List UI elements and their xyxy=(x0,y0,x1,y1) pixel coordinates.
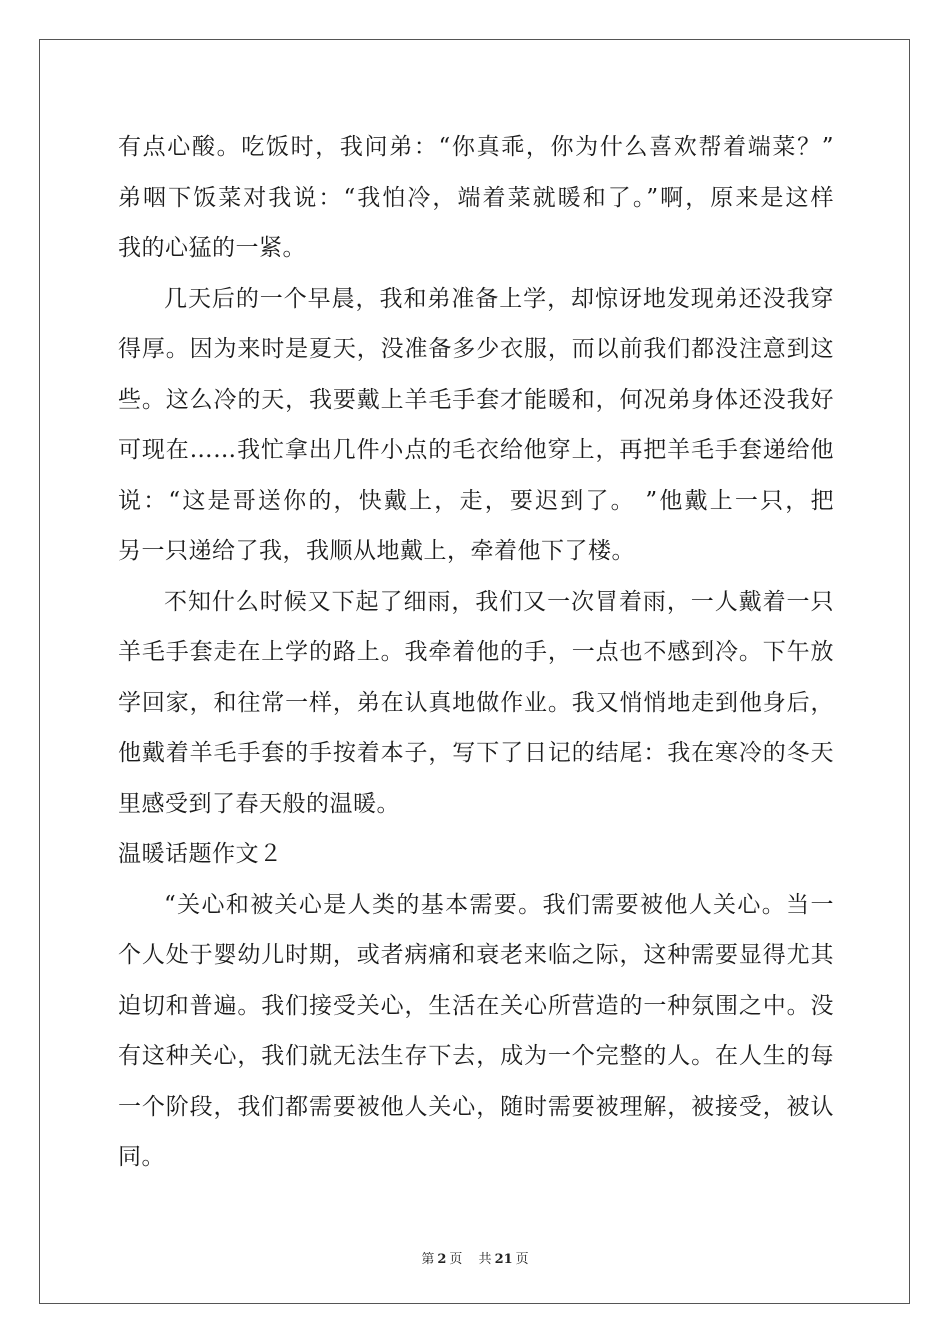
text-line: 学回家，和往常一样，弟在认真地做作业。我又悄悄地走到他身后， xyxy=(118,689,834,716)
total-number: 21 xyxy=(494,1252,513,1267)
page-number: 2 xyxy=(437,1252,447,1267)
text-line: 同。 xyxy=(118,1144,165,1170)
text-line: 不知什么时候又下起了细雨，我们又一次冒着雨，一人戴着一只 xyxy=(164,588,834,615)
document-body xyxy=(118,122,834,1183)
text-line: 个人处于婴幼儿时期，或者病痛和衰老来临之际，这种需要显得尤其 xyxy=(118,942,834,968)
total-prefix: 共 xyxy=(478,1252,492,1267)
text-line: 有这种关心，我们就无法生存下去，成为一个完整的人。在人生的每 xyxy=(118,1043,834,1069)
text-line: 说：“这是哥送你的，快戴上，走，要迟到了。 ”他戴上一只，把 xyxy=(118,487,834,514)
page-footer xyxy=(0,1248,950,1267)
text-line: “关心和被关心是人类的基本需要。我们需要被他人关心。当一 xyxy=(164,891,834,918)
total-suffix: 页 xyxy=(515,1252,529,1267)
text-line: 羊毛手套走在上学的路上。我牵着他的手，一点也不感到冷。下午放 xyxy=(118,639,834,665)
text-line: 得厚。因为来时是夏天，没准备多少衣服，而以前我们都没注意到这 xyxy=(118,336,834,362)
text-line: 我的心猛的一紧。 xyxy=(118,235,306,261)
total-indicator xyxy=(476,1252,532,1267)
text-line: 些。这么冷的天，我要戴上羊毛手套才能暖和，何况弟身体还没我好 xyxy=(118,386,834,413)
page-indicator xyxy=(418,1252,465,1267)
text-line: 他戴着羊毛手套的手按着本子，写下了日记的结尾：我在寒冷的冬天 xyxy=(118,740,834,766)
text-line: 弟咽下饭菜对我说：“我怕冷，端着菜就暖和了。”啊，原来是这样 xyxy=(118,184,834,211)
text-line: 另一只递给了我，我顺从地戴上，牵着他下了楼。 xyxy=(118,538,635,564)
text-line: 一个阶段，我们都需要被他人关心，随时需要被理解，被接受，被认 xyxy=(118,1093,834,1120)
section-heading: 温暖话题作文２ xyxy=(118,841,283,867)
text-line: 有点心酸。吃饭时，我问弟：“你真乖，你为什么喜欢帮着端菜？” xyxy=(118,134,834,160)
text-line: 里感受到了春天般的温暖。 xyxy=(118,790,400,817)
text-line: 几天后的一个早晨，我和弟准备上学，却惊讶地发现弟还没我穿 xyxy=(164,285,834,312)
page-prefix: 第 xyxy=(421,1252,435,1267)
text-line: 可现在……我忙拿出几件小点的毛衣给他穿上，再把羊毛手套递给他 xyxy=(118,437,834,463)
text-line: 迫切和普遍。我们接受关心，生活在关心所营造的一种氛围之中。没 xyxy=(118,992,834,1019)
page-suffix: 页 xyxy=(449,1252,463,1267)
